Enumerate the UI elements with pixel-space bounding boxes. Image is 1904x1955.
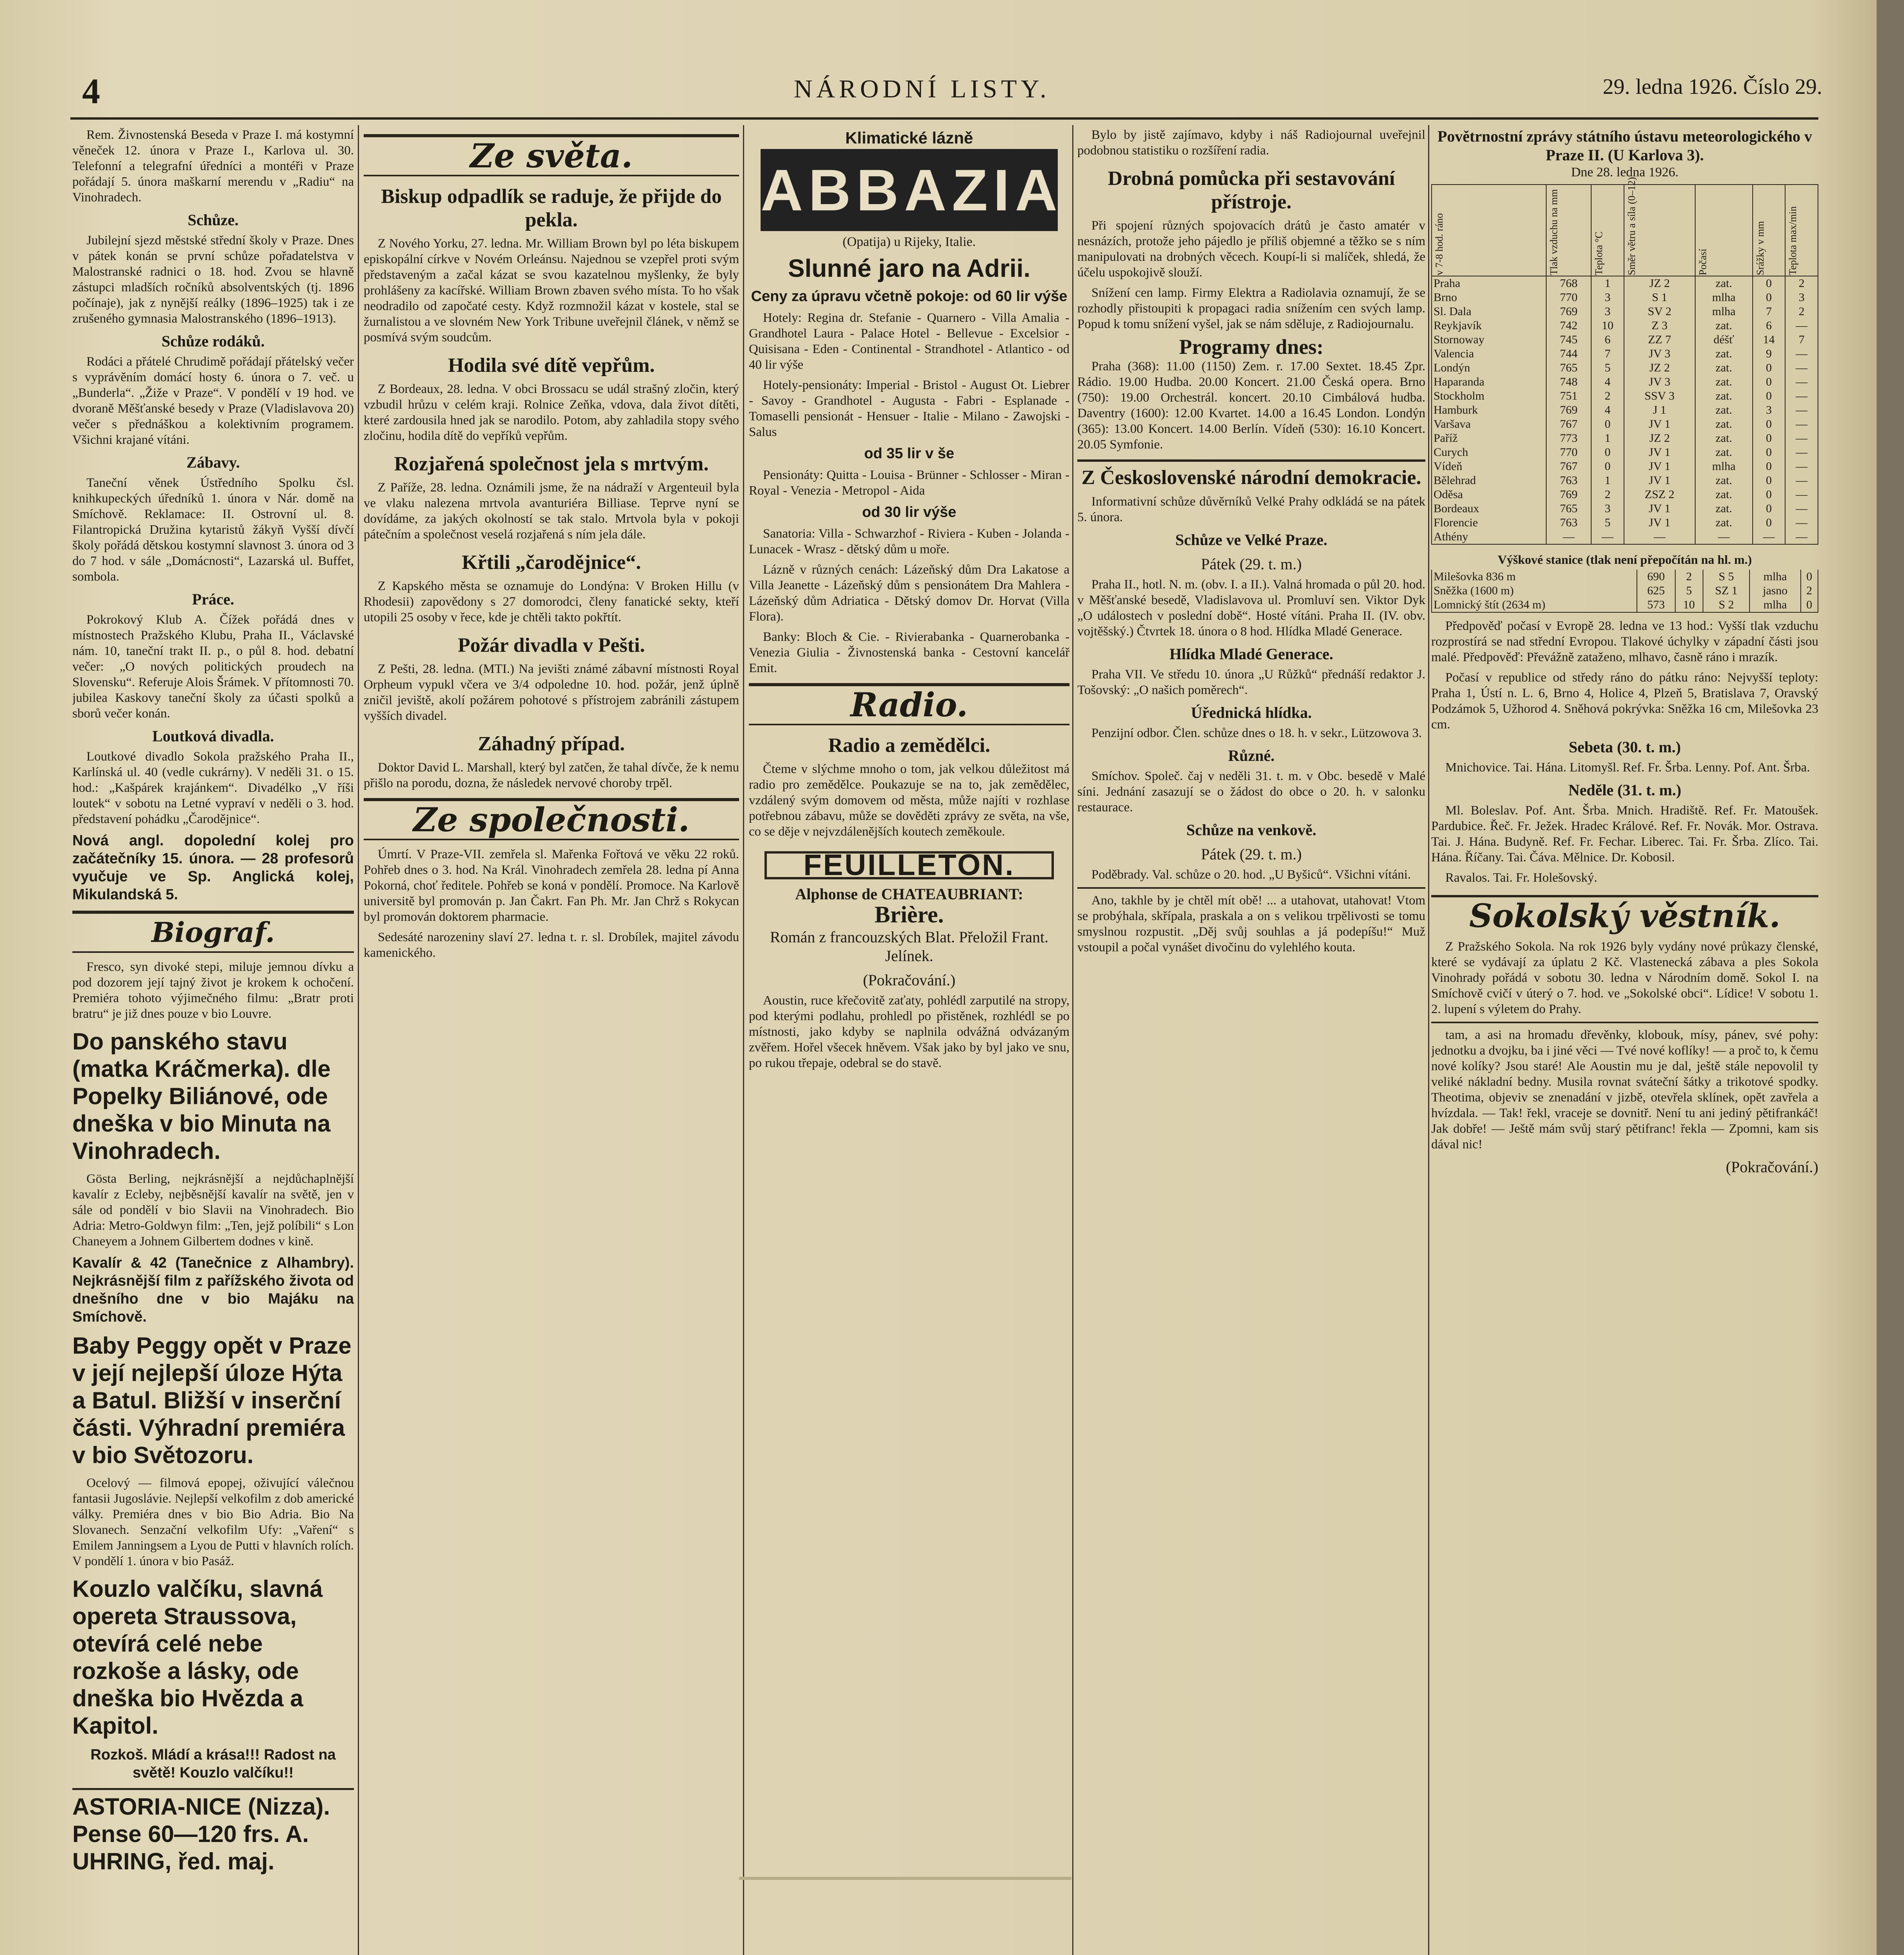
table-cell: 765 <box>1546 502 1591 516</box>
headline: Křtili „čarodějnice“. <box>461 551 641 574</box>
table-cell: 7 <box>1591 347 1624 361</box>
table-cell: 0 <box>1591 417 1624 431</box>
table-cell: zat. <box>1695 347 1753 361</box>
article-text: Z Nového Yorku, 27. ledna. Mr. William Brown byl po léta biskupem episkopální církve v Novém Orleánsu. Najednou se vzepřel proti svým představeným a začal kázat se svou kazatelnou myšlenky, že byly prohlášeny za kacířské. William Brown zbaven svého místa. To ho však neodradilo od započaté cesty. Když rozmnožil kázat v kostele, stal se žurnalistou a ve slovném New York Tribune uveřejnil článek, v němž se posmívá svým soudcům. <box>364 237 739 344</box>
table-row <box>1432 488 1818 502</box>
advertisement: Nová angl. dopolední kolej pro začátečníky 15. února. — 28 profesorů vyučuje ve Sp. Anglická kolej, Mikulandská 5. <box>72 832 354 903</box>
article-text: Informativní schůze důvěrníků Velké Prahy odkládá se na pátek 5. února. <box>1077 495 1425 524</box>
section-heading: Zábavy. <box>186 454 240 471</box>
column-rule <box>743 125 744 1955</box>
continuation-note: (Pokračování.) <box>863 971 956 989</box>
table-cell: 3 <box>1591 305 1624 319</box>
table-cell: 2 <box>1591 488 1624 502</box>
table-cell: zat. <box>1695 431 1753 445</box>
table-cell: — <box>1591 530 1624 544</box>
headline: Hodila své dítě vepřům. <box>448 354 655 377</box>
abbazia-label: Klimatické lázně <box>845 129 973 147</box>
radio-banner: Radio. <box>749 683 1070 725</box>
table-cell: zat. <box>1695 403 1753 417</box>
article-text: Z Bordeaux, 28. ledna. V obci Brossacu se udál strašný zločin, který vzbudil hrůzu v celém kraji. Rolnice Zeňka, vdova, dala život dítěti, které zardousila hned jak se narodilo. Potom, aby zahladila stopy svého zločinu, hodila dítě do vepříků vepřům. <box>364 382 739 443</box>
table-cell: SV 2 <box>1624 305 1695 319</box>
table-cell: zat. <box>1695 276 1753 291</box>
abbazia-price: od 35 lir v še <box>864 445 955 462</box>
article-text: Rodáci a přátelé Chrudimě pořádají přátelský večer s vyprávěním domácí hosty 6. února o 7. več. u „Bunderla“. „Žiže v Praze“. V pondělí v 19 hod. ve dvoraně Měšťanské besedy v Praze (Vladislavova 20) večer s přednáškou a kolektivním programem. Všichni krajané vítáni. <box>72 355 354 447</box>
station-name: Praha <box>1432 276 1546 291</box>
paper-title: NÁRODNÍ LISTY. <box>794 75 1050 103</box>
table-cell: zat. <box>1695 389 1753 403</box>
section-heading: Sebeta (30. t. m.) <box>1568 738 1681 756</box>
table-cell: — <box>1546 530 1591 544</box>
table-cell: 6 <box>1753 319 1786 333</box>
table-cell: 1 <box>1591 474 1624 488</box>
table-row <box>1432 333 1818 347</box>
table-cell: 770 <box>1546 445 1591 459</box>
continuation-note: (Pokračování.) <box>1726 1158 1818 1176</box>
table-row <box>1432 431 1818 445</box>
table-cell: 0 <box>1753 417 1786 431</box>
table-cell: 769 <box>1546 403 1591 417</box>
article-text: Snížení cen lamp. Firmy Elektra a Radiolavia oznamují, že se rozhodly přistoupiti k propagaci radia snížením cen svých lamp. Popud k tomu snížení vyšel, jak se nám sděluje, z Radiojournalu. <box>1077 286 1425 331</box>
table-cell: 0 <box>1801 598 1818 612</box>
column-rule <box>358 125 359 1955</box>
table-cell: — <box>1785 347 1818 361</box>
table-cell: jasno <box>1750 584 1800 598</box>
article-text: Ocelový — filmová epopej, oživující válečnou fantasii Jugoslávie. Nejlepší velkofilm z dob americké války. Premiéra dnes v bio Bio Adria. Bio Na Slovanech. Senzační velkofilm Ufy: „Vaření“ s Emilem Janningsem a Lyou de Putti v hlavních rolích. V pondělí 1. února v bio Pasáž. <box>72 1476 354 1568</box>
abbazia-banks: Banky: Bloch & Cie. - Rivierabanka - Quarnerobanka - Venezia Giulia - Živnostenská banka - Cestovní kancelář Emit. <box>749 630 1070 675</box>
article-text: Jubilejní sjezd městské střední školy v Praze. Dnes v pátek konán se první schůze pořadatelstva v Malostranské radnici o 18. hod. Zvou se hlavně zástupci mladších ročníků absolventských (tj. 1896 počínaje), jak z nynější reálky (1896–1925) tak i ze zrušeného gymnasia Malostranského (1896–1913). <box>72 233 354 326</box>
weather-header-cell: Teplota max/min <box>1785 185 1818 276</box>
abbazia-prices: Ceny za úpravu včetně pokoje: od 60 lir výše <box>751 288 1068 305</box>
table-cell: 745 <box>1546 333 1591 347</box>
table-cell: 763 <box>1546 516 1591 530</box>
table-cell: 742 <box>1546 319 1591 333</box>
weather-date: Dne 28. ledna 1926. <box>1571 165 1679 179</box>
station-name: Athény <box>1432 530 1546 544</box>
table-cell: — <box>1785 516 1818 530</box>
table-cell: — <box>1785 530 1818 544</box>
programy-text: Praha (368): 11.00 (1150) Zem. r. 17.00 Sextet. 18.45 Zpr. Rádio. 19.00 Hudba. 20.00 Koncert. 21.00 Česká opera. Brno (750): 19.00 Orchestrál. koncert. 20.10 Cimbálová hudba. Daventry (1600): 12.00 Kvartet. 14.00 a 16.45 London. Londýn (365): 13.00 Koncert. 14.00 Berlín. Vídeň (530): 16.10 Koncert. 20.05 Symfonie. <box>1077 359 1425 452</box>
table-row <box>1432 445 1818 459</box>
table-cell: 14 <box>1753 333 1786 347</box>
abbazia-price: od 30 lir výše <box>862 504 956 520</box>
article-text: Smíchov. Společ. čaj v neděli 31. t. m. v Obc. besedě v Malé síni. Jednání zasazují se o žádost do obce o 20. h. v salonku restaurace. <box>1077 769 1425 814</box>
table-cell: 690 <box>1637 570 1675 584</box>
table-cell: 769 <box>1546 305 1591 319</box>
table-cell: ZSZ 2 <box>1624 488 1695 502</box>
table-row <box>1432 530 1818 544</box>
table-cell: JV 3 <box>1624 347 1695 361</box>
article-text: Fresco, syn divoké stepi, miluje jemnou dívku a pod dozorem její tajný život je krokem k ochočení. Premiéra tohoto výjimečného filmu: „Bratr proti bratru“ je již dnes pouze v bio Louvre. <box>72 960 354 1021</box>
weather-header-cell: Srážky v mm <box>1753 185 1786 276</box>
abbazia-pensionaty: Pensionáty: Quitta - Louisa - Brünner - Schlosser - Miran - Royal - Venezia - Metropol - Aida <box>749 468 1070 498</box>
weather-header-cell: Počasí <box>1695 185 1753 276</box>
weather-header-cell: Směr větru a síla (0–12) <box>1624 185 1695 276</box>
table-cell: 5 <box>1591 516 1624 530</box>
table-cell: JV 1 <box>1624 459 1695 474</box>
station-name: Sl. Dala <box>1432 305 1546 319</box>
table-cell: zat. <box>1695 361 1753 375</box>
table-cell: zat. <box>1695 445 1753 459</box>
station-name: Oděsa <box>1432 488 1546 502</box>
advertisement: Rozkoš. Mládí a krása!!! Radost na světě! Kouzlo valčíku!! <box>90 1747 336 1781</box>
masthead-rule <box>70 117 1818 120</box>
abbazia-pensions: Hotely-pensionáty: Imperial - Bristol - August Ot. Liebrer - Savoy - Grandhotel - Augusta - Fabri - Esplanade - Tomaselli pensionát - Hensuer - Italie - Milano - Zawojski - Salus <box>749 378 1070 439</box>
weather-header-cell: Tlak vzduchu na mm <box>1546 185 1591 276</box>
table-cell: 2 <box>1801 584 1818 598</box>
table-cell: 7 <box>1785 333 1818 347</box>
article-text: Z Pražského Sokola. Na rok 1926 byly vydány nové průkazy členské, které se vydávají za úplatu 2 Kč. Vlastenecká zábava a ples Sokola Vinohrady pořádá v sobotu 30. ledna v Národním domě. Sokol I. na Smíchově cvičí v úterý o 7. hod. ve „Sokolské obci“. Lídice! V sobotu 1. 2. lupení s výletem do Prahy. <box>1431 940 1818 1016</box>
table-cell: 751 <box>1546 389 1591 403</box>
table-cell: 0 <box>1591 445 1624 459</box>
table-cell: zat. <box>1695 502 1753 516</box>
table-cell: 3 <box>1753 403 1786 417</box>
column-5 <box>1431 127 1818 1955</box>
section-heading: Schůze. <box>188 211 239 229</box>
table-cell: 5 <box>1591 361 1624 375</box>
column-2 <box>364 127 739 1955</box>
article-text: Sedesáté narozeniny slaví 27. ledna t. r. sl. Drobílek, majitel závodu kamenického. <box>364 930 739 960</box>
table-cell: JZ 2 <box>1624 431 1695 445</box>
section-heading: Hlídka Mladé Generace. <box>1169 645 1333 663</box>
station-name: Varšava <box>1432 417 1546 431</box>
table-cell: — <box>1624 530 1695 544</box>
table-cell: Z 3 <box>1624 319 1695 333</box>
article-text: Z Pešti, 28. ledna. (MTI.) Na jevišti známé zábavní místnosti Royal Orpheum vypukl včera ve 3/4 odpoledne 10. hod. požár, jenž úplně zničil jeviště, akolí požárem pohotové s přístrojem zabránili zástupem vyšších divadel. <box>364 662 739 723</box>
table-cell: déšť <box>1695 333 1753 347</box>
table-cell: 768 <box>1546 276 1591 291</box>
table-cell: — <box>1785 502 1818 516</box>
article-text: Z Paříže, 28. ledna. Oznámili jsme, že na nádraží v Argenteuil byla ve vlaku nalezena mrtvola avanturiéra Billiase. Teprve nyní se dovídáme, za jakých okolností se tak stalo. Mrtvola byla v pokoji pátečním a společnost veselá rozjařená s ním jela dále. <box>364 481 739 542</box>
biograf-heading: Biograf. <box>72 911 354 953</box>
station-name: Milešovka 836 m <box>1432 570 1637 584</box>
abbazia-sanatoria: Sanatoria: Villa - Schwarzhof - Riviera - Kuben - Jolanda - Lunacek - Wrasz - dětský dům u moře. <box>749 527 1070 556</box>
table-cell: SZ 1 <box>1703 584 1750 598</box>
table-cell: 0 <box>1753 445 1786 459</box>
table-cell: 3 <box>1591 502 1624 516</box>
table-cell: JZ 2 <box>1624 276 1695 291</box>
headline: Biskup odpadlík se raduje, že přijde do pekla. <box>381 185 722 231</box>
station-name: Bordeaux <box>1432 502 1546 516</box>
table-cell: 0 <box>1753 474 1786 488</box>
column-4 <box>1077 127 1425 1955</box>
article-text: Doktor David L. Marshall, který byl zatčen, že tahal dívče, že k nemu přišlo na porodu, dozna, že následek nervové choroby trpěl. <box>364 760 739 790</box>
table-cell: zat. <box>1695 516 1753 530</box>
weather-subheading: Výškové stanice (tlak není přepočítán na hl. m.) <box>1498 552 1752 567</box>
abbazia-headline: Slunné jaro na Adrii. <box>788 254 1030 282</box>
table-row <box>1432 516 1818 530</box>
table-cell: mlha <box>1750 570 1800 584</box>
table-cell: 0 <box>1753 276 1786 291</box>
page-edge <box>1877 0 1904 1955</box>
section-heading: Různé. <box>1228 747 1275 764</box>
table-cell: 2 <box>1675 570 1703 584</box>
table-cell: S 2 <box>1703 598 1750 612</box>
table-cell: 765 <box>1546 361 1591 375</box>
article-text: Pokrokový Klub A. Čížek pořádá dnes v místnostech Pražského Klubu, Praha II., Václavské nám. 10, taneční trakt II. p., o půl 8. hod. debatní večer: „O nových politických proudech na Slovensku“. Referuje Alois Šrámek. V přítomnosti 70. jubilea Kaskovy taneční školy za účasti spolků a sborů večer konán. <box>72 613 354 721</box>
table-cell: zat. <box>1695 488 1753 502</box>
table-cell: 7 <box>1753 305 1786 319</box>
table-cell: 770 <box>1546 291 1591 305</box>
article-text: Taneční věnek Ústředního Spolku čsl. knihkupeckých úředníků 1. února v Nár. domě na Smíchově. Reklamace: II. Ostrovní ul. 8. Filantropická Družina kytaristů žákyň Vyšší dívčí školy pořádá dětskou kostymní slavnost 3. února od 3 do 7 hod. v sále „Domácnosti“, Lazarská ul. Buffet, sombola. <box>72 476 354 584</box>
table-cell: 2 <box>1591 389 1624 403</box>
table-cell: — <box>1695 530 1753 544</box>
advertisement: ASTORIA-NICE (Nizza). Pense 60—120 frs. A. UHRING, řed. maj. <box>72 1788 354 1875</box>
table-cell: JV 1 <box>1624 516 1695 530</box>
section-heading: Schůze ve Velké Praze. <box>1175 531 1328 549</box>
weather-text: Počasí v republice od středy ráno do pátku ráno: Nejvyšší teploty: Praha 1, Ústí n. L. 6, Brno 4, Holice 4, Plzeň 5, Bratislava 7, Oravský Podzámok 5, Užhorod 4. Sněhová pokrývka: Sněžka 16 cm, Milešovka 23 cm. <box>1431 671 1818 732</box>
column-rule <box>1072 125 1073 1955</box>
table-cell: 4 <box>1591 403 1624 417</box>
table-cell: 3 <box>1591 291 1624 305</box>
section-heading: Úřednická hlídka. <box>1191 704 1312 721</box>
section-heading: Schůze rodáků. <box>162 332 265 350</box>
abbazia-spa: Lázně v různých cenách: Lázeňský dům Dra Lakatose a Villa Jeanette - Lázeňský dům s pensionátem Dra Mahlera - Lázeňský dům Adriatica - Dětský domov Dr. Horvat (Villa Flora). <box>749 563 1070 624</box>
table-cell: zat. <box>1695 474 1753 488</box>
table-row <box>1432 570 1818 584</box>
article-text: Gösta Berling, nejkrásnější a nejdůchaplnější kavalír z Ecleby, nejběsnější kavalír na světě, jen v sále od pondělí v bio Slavii na Vinohradech. Bio Adria: Metro-Goldwyn film: „Ten, jejž políbili“ s Lon Chaneyem a Johnem Gilbertem dodnes v kině. <box>72 1172 354 1248</box>
table-cell: S 5 <box>1703 570 1750 584</box>
column-rule <box>1428 125 1429 1955</box>
abbazia-advertisement <box>749 130 1070 676</box>
abbazia-location: (Opatija) u Rijeky, Italie. <box>842 235 976 249</box>
station-name: Curych <box>1432 445 1546 459</box>
column-3 <box>749 127 1070 1955</box>
advertisement: Kavalír & 42 (Tanečnice z Alhambry). Nejkrásnější film z pařížského života od dnešního dne v bio Majáku na Smíchově. <box>72 1255 354 1325</box>
article-text: Při spojení různých spojovacích drátů je často amatér v nesnázích, protože jeho pájedlo je příliš objemné a těžko se s ním manipulovati na drobných věcech. Koupí-li si malíček, shledá, že účelu uspokojivě slouží. <box>1077 219 1425 280</box>
table-cell: 763 <box>1546 474 1591 488</box>
headline: Radio a zemědělci. <box>828 734 991 757</box>
table-cell: mlha <box>1695 305 1753 319</box>
advertisement: Baby Peggy opět v Praze v její nejlepší úloze Hýta a Batul. Bližší v inserční části. Výhradní premiéra v bio Světozoru. <box>72 1333 352 1468</box>
table-cell: 0 <box>1591 459 1624 474</box>
headline: Drobná pomůcka při sestavování přístroje. <box>1107 167 1395 213</box>
article-text: Praha II., hotl. N. m. (obv. I. a II.). Valná hromada o půl 20. hod. v Měšťanské besedě, Vladislavova ul. Promluví sen. Viktor Dyk „O událostech v poslední době“. Hosté vítáni. Praha II. (IV. obv. vojtěšský.) Čtvrtek 18. února o 8 hod. Hlídka Mladé Generace. <box>1077 578 1425 639</box>
station-name: Sněžka (1600 m) <box>1432 584 1637 598</box>
table-cell: — <box>1785 389 1818 403</box>
station-name: Stornoway <box>1432 333 1546 347</box>
table-row <box>1432 319 1818 333</box>
advertisement: Do panského stavu (matka Kráčmerka). dle Popelky Biliánové, ode dneška v bio Minuta na Vinohradech. <box>72 1028 331 1164</box>
section-heading: Práce. <box>192 590 234 608</box>
station-name: Brno <box>1432 291 1546 305</box>
table-row <box>1432 403 1818 417</box>
heights-table <box>1431 570 1818 613</box>
table-cell: 3 <box>1785 291 1818 305</box>
table-row <box>1432 474 1818 488</box>
novel-subtitle: Román z francouzských Blat. Přeložil Frant. Jelínek. <box>770 928 1049 965</box>
table-cell: — <box>1785 488 1818 502</box>
sokol-banner: Sokolský věstník. <box>1431 895 1818 935</box>
table-row <box>1432 347 1818 361</box>
article-text: Z Kapského města se oznamuje do Londýna: V Broken Hillu (v Rhodesii) zapovědony s 27 domorodci, členy fanatické sekty, kteří utopili 25 osoby v řece, kde je chtěli takto pokřtít. <box>364 579 739 624</box>
headline: Z Československé národní demokracie. <box>1077 459 1425 490</box>
table-cell: — <box>1785 361 1818 375</box>
headline: Rozjařená společnost jela s mrtvým. <box>394 453 709 475</box>
table-cell: JV 1 <box>1624 502 1695 516</box>
table-cell: 0 <box>1753 361 1786 375</box>
table-cell: 1 <box>1591 276 1624 291</box>
abbazia-hotels: Hotely: Regina dr. Stefanie - Quarnero - Villa Amalia - Grandhotel Laura - Palace Hotel - Bellevue - Excelsior - Quisisana - Eden - Continental - Strandhotel - Atlantico - od 40 lir výše <box>749 311 1070 372</box>
table-cell: JV 3 <box>1624 375 1695 389</box>
section-banner: Ze světa. <box>364 134 739 176</box>
table-cell: 748 <box>1546 375 1591 389</box>
article-text: Mnichovice. Tai. Hána. Litomyšl. Ref. Fr. Šrba. Lenny. Pof. Ant. Šrba. <box>1445 760 1810 775</box>
article-text: Praha VII. Ve středu 10. února „U Růžků“ přednáší redaktor J. Tošovský: „O našich poměrech“. <box>1077 667 1425 697</box>
table-row <box>1432 502 1818 516</box>
weather-header-cell: v 7-8 hod. ráno <box>1432 185 1546 276</box>
station-name: Bělehrad <box>1432 474 1546 488</box>
table-cell: 0 <box>1753 459 1786 474</box>
table-cell: — <box>1785 417 1818 431</box>
table-cell: 0 <box>1753 502 1786 516</box>
table-cell: — <box>1753 530 1786 544</box>
station-name: Hamburk <box>1432 403 1546 417</box>
table-cell: JV 1 <box>1624 417 1695 431</box>
column-1 <box>72 127 354 1955</box>
table-cell: — <box>1785 319 1818 333</box>
table-cell: 573 <box>1637 598 1675 612</box>
novel-text: Ano, takhle by je chtěl mít obě! ... a utahovat, utahovat! Vtom se probýhala, skřípala, praskala a on s velikou trpělivosti se tomu smyslnou rozpustit. „Děj svůj souhlas a já podepíšu!“ Muž vstoupil a počal vynášet divočinu do vylehlého kouta. <box>1077 887 1425 955</box>
table-cell: 0 <box>1753 375 1786 389</box>
table-cell: — <box>1785 474 1818 488</box>
article-text: Úmrtí. V Praze-VII. zemřela sl. Mařenka Fořtová ve věku 22 roků. Pohřeb dnes o 3. hod. Na Král. Vinohradech zemřela 28. ledna pí Anna Pokorná, choť ředitele. Pohřeb se koná v pondělí. Promoce. Na Karlově universitě byl promován p. Jan Čakrt. Fan Ph. Mr. Jan Chrž s Rokycan byl promován doktorem pharmacie. <box>364 847 739 924</box>
table-cell: 773 <box>1546 431 1591 445</box>
table-cell: 5 <box>1675 584 1703 598</box>
table-row <box>1432 276 1818 291</box>
table-cell: 2 <box>1785 305 1818 319</box>
author: Alphonse de CHATEAUBRIANT: <box>795 885 1023 903</box>
section-heading: Neděle (31. t. m.) <box>1568 781 1681 799</box>
table-cell: 0 <box>1753 488 1786 502</box>
novel-text: Aoustin, ruce křečovitě zaťaty, pohlédl zarputilé na stropy, pod kterými podlahu, prohledl po přistěnek, rozhlédl se po místnosti, jako kdyby se naplnila odvážná odvázaným zvěřem. Hořel všecek hněvem. Však jako by byl jako ve snu, po rukou třepaje, odebral se do stavě. <box>749 994 1070 1070</box>
table-cell: 2 <box>1785 276 1818 291</box>
novel-text: tam, a asi na hromadu dřevěnky, klobouk, mísy, pánev, své pohy: jednotku a dvojku, ba i jiné věci — Tvé nové koflíky! — a proč to, k čemu nové kolíky? Jsou staré! Ale Aoustin mu je dal, ještě stále nepovolil ty veliké nákladní bedny. Musila rovnat sváteční šátky a trikotové spodky. Theotima, objeviv se znenadání v jizbě, otevřela sklínek, opět zavřela a hvízdala. — Tak! řekl, vraceje se dovnitř. Není tu ani jediný pětifrankáč! Jak dobře! — Ještě mám svůj starý pětifranc! řekla — Zpomni, kam sis dával nic! <box>1431 1022 1818 1152</box>
table-row <box>1432 417 1818 431</box>
headline: Požár divadla v Pešti. <box>458 634 645 656</box>
section-heading: Loutková divadla. <box>152 727 274 745</box>
table-cell: — <box>1785 403 1818 417</box>
table-cell: 6 <box>1591 333 1624 347</box>
station-name: Florencie <box>1432 516 1546 530</box>
table-cell: — <box>1785 375 1818 389</box>
article-text: Ml. Boleslav. Pof. Ant. Šrba. Mnich. Hradiště. Ref. Fr. Matoušek. Pardubice. Řeč. Fr. Ježek. Hradec Králové. Ref. Fr. Novák. Mor. Ostrava. Tai. J. Hána. Budyně. Ref. Fr. Fechar. Liberec. Tai. Fr. Šrba. Zlíco. Tai. Hána. Říčany. Tai. Čáva. Mělnice. Dr. Kobosil. <box>1431 804 1818 865</box>
table-cell: 744 <box>1546 347 1591 361</box>
table-cell: 4 <box>1591 375 1624 389</box>
table-cell: 0 <box>1753 291 1786 305</box>
date-line: Pátek (29. t. m.) <box>1201 845 1302 863</box>
station-name: Reykjavík <box>1432 319 1546 333</box>
table-cell: JV 1 <box>1624 445 1695 459</box>
table-cell: 0 <box>1801 570 1818 584</box>
table-cell: 767 <box>1546 417 1591 431</box>
table-cell: 0 <box>1753 431 1786 445</box>
table-cell: 0 <box>1753 389 1786 403</box>
table-cell: SSV 3 <box>1624 389 1695 403</box>
table-cell: — <box>1785 459 1818 474</box>
article-text: Čteme v slýchme mnoho o tom, jak velkou důležitost má radio pro zemědělce. Poukazuje se na to, jak zemědělec, vzdálený svým domovem od města, může najíti v rozhlase potřebnou zábavu, může se dověděti zprávy ze světa, na vše, co se děje v nejvzdálenějších koutech zeměkoule. <box>749 762 1070 839</box>
feuilleton-heading: FEUILLETON. <box>764 851 1054 879</box>
section-heading: Schůze na venkově. <box>1186 821 1317 839</box>
intro-text: Rem. Živnostenská Beseda v Praze I. má kostymní věneček 12. února v Praze I., Karlova ul. 30. Telefonní a telegrafní úředníci a montéři v Praze pořádají 5. února maškarní merendu v „Radiu“ na Vinohradech. <box>72 128 354 204</box>
table-row <box>1432 584 1818 598</box>
advertisement: Kouzlo valčíku, slavná opereta Straussova, otevírá celé nebe rozkoše a lásky, ode dneška bio Hvězda a Kapitol. <box>72 1576 323 1739</box>
station-name: Vídeň <box>1432 459 1546 474</box>
table-row <box>1432 305 1818 319</box>
weather-title: Povětrnostní zprávy státního ústavu meteorologického v Praze II. (U Karlova 3). <box>1437 127 1812 164</box>
table-cell: 9 <box>1753 347 1786 361</box>
table-cell: zat. <box>1695 417 1753 431</box>
article-text: Poděbrady. Val. schůze o 20. hod. „U Byšiců“. Všichni vítáni. <box>1091 868 1411 882</box>
article-text: Bylo by jistě zajímavo, kdyby i náš Radiojournal uveřejnil podobnou statistiku o rozšíření radia. <box>1077 128 1425 158</box>
article-text: Ravalos. Tai. Fr. Holešovský. <box>1445 871 1597 885</box>
table-cell: 0 <box>1753 516 1786 530</box>
date-issue: 29. ledna 1926. Číslo 29. <box>1603 75 1822 99</box>
table-cell: J 1 <box>1624 403 1695 417</box>
table-cell: S 1 <box>1624 291 1695 305</box>
table-cell: 767 <box>1546 459 1591 474</box>
table-row <box>1432 375 1818 389</box>
table-cell: — <box>1785 445 1818 459</box>
table-row <box>1432 389 1818 403</box>
novel-title: Brière. <box>874 902 944 927</box>
station-name: Valencia <box>1432 347 1546 361</box>
table-row <box>1432 598 1818 612</box>
table-cell: 625 <box>1637 584 1675 598</box>
station-name: Londýn <box>1432 361 1546 375</box>
table-cell: mlha <box>1695 459 1753 474</box>
table-cell: mlha <box>1695 291 1753 305</box>
table-cell: JZ 2 <box>1624 361 1695 375</box>
station-name: Lomnický štít (2634 m) <box>1432 598 1637 612</box>
station-name: Haparanda <box>1432 375 1546 389</box>
table-cell: 769 <box>1546 488 1591 502</box>
date-line: Pátek (29. t. m.) <box>1201 555 1302 573</box>
table-row <box>1432 291 1818 305</box>
station-name: Stockholm <box>1432 389 1546 403</box>
page-number: 4 <box>82 71 100 111</box>
table-cell: 10 <box>1675 598 1703 612</box>
section-banner: Ze společnosti. <box>364 798 739 840</box>
table-cell: ZZ 7 <box>1624 333 1695 347</box>
headline: Záhadný případ. <box>478 733 625 755</box>
abbazia-logo: ABBAZIA <box>761 149 1058 231</box>
masthead <box>70 66 1822 113</box>
paper-fold <box>739 1877 1071 1880</box>
table-cell: 10 <box>1591 319 1624 333</box>
article-text: Loutkové divadlo Sokola pražského Praha II., Karlínská ul. 40 (vedle cukrárny). V neděli 31. o 15. hod.: „Kašpárek krajánkem“. Divadélko „V říši loutek“ v sobotu na Letné vypraví v neděli o 3. hod. představení pohádku „Čarodějnice“. <box>72 750 354 826</box>
programy-heading: Programy dnes: <box>1179 335 1324 359</box>
table-cell: zat. <box>1695 375 1753 389</box>
table-row <box>1432 459 1818 474</box>
forecast-text: Předpověď počasí v Evropě 28. ledna ve 13 hod.: Vyšší tlak vzduchu rozprostírá se nad střední Evropou. Tlakové úchylky v západní části jsou malé. Předpověď: Převážně zataženo, mlhavo, časně ráno i mrazík. <box>1431 619 1818 664</box>
weather-table <box>1431 177 1818 545</box>
weather-header-cell: Teplota °C <box>1591 185 1624 276</box>
table-cell: — <box>1785 431 1818 445</box>
table-cell: 1 <box>1591 431 1624 445</box>
table-row <box>1432 361 1818 375</box>
table-cell: JV 1 <box>1624 474 1695 488</box>
station-name: Paříž <box>1432 431 1546 445</box>
table-cell: zat. <box>1695 319 1753 333</box>
table-cell: mlha <box>1750 598 1800 612</box>
article-text: Penzijní odbor. Člen. schůze dnes o 18. h. v sekr., Lützowova 3. <box>1091 726 1422 740</box>
